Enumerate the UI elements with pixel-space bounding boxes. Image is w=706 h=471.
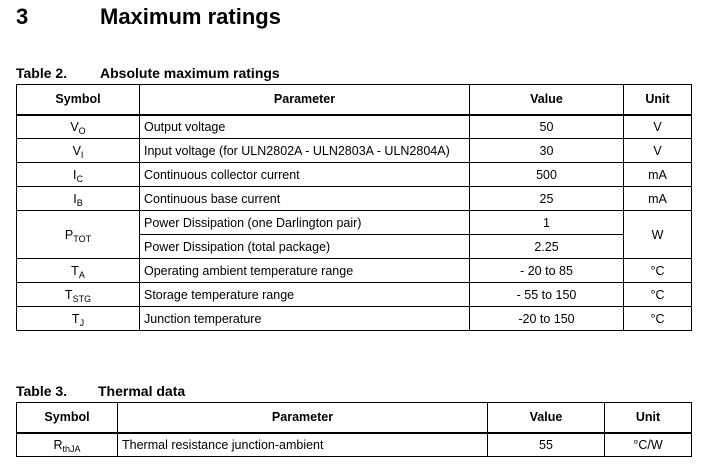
section-number: 3 [16, 4, 29, 29]
header-symbol: Symbol [17, 85, 140, 115]
header-parameter: Parameter [118, 403, 488, 433]
parameter-cell: Output voltage [140, 115, 470, 139]
header-parameter: Parameter [140, 85, 470, 115]
table-row [17, 139, 692, 163]
value-cell: 500 [470, 163, 624, 187]
table-header-row [17, 85, 692, 115]
unit-cell: V [624, 115, 692, 139]
value-cell: 30 [470, 139, 624, 163]
header-symbol: Symbol [17, 403, 118, 433]
table2-title: Absolute maximum ratings [100, 65, 280, 81]
table-row [17, 433, 692, 457]
header-unit: Unit [624, 85, 692, 115]
parameter-cell: Thermal resistance junction-ambient [118, 433, 488, 457]
section-title: Maximum ratings [100, 4, 281, 29]
symbol-cell: $V_O$ [17, 115, 140, 139]
parameter-cell: Junction temperature [140, 307, 470, 331]
table-row [17, 259, 692, 283]
absolute-maximum-ratings-table [16, 84, 692, 331]
symbol-cell: $T_A$ [17, 259, 140, 283]
unit-cell: V [624, 139, 692, 163]
table3-title: Thermal data [98, 383, 186, 399]
value-cell: 2.25 [470, 235, 624, 259]
value-cell: 55 [488, 433, 605, 457]
parameter-cell: Power Dissipation (one Darlington pair) [140, 211, 470, 235]
parameter-cell: Operating ambient temperature range [140, 259, 470, 283]
thermal-data-table [16, 402, 692, 457]
unit-cell: W [624, 211, 692, 259]
value-cell: 1 [470, 211, 624, 235]
parameter-cell: Continuous base current [140, 187, 470, 211]
symbol-cell: $V_I$ [17, 139, 140, 163]
table2-label: Table 2. [16, 65, 68, 81]
unit-cell: °C/W [605, 433, 692, 457]
value-cell: -20 to 150 [470, 307, 624, 331]
symbol-cell: $R_{thJA}$ [17, 433, 118, 457]
value-cell: - 55 to 150 [470, 283, 624, 307]
table3-caption [16, 383, 186, 399]
table-row [17, 115, 692, 139]
table-header-row [17, 403, 692, 433]
header-unit: Unit [605, 403, 692, 433]
symbol-cell: $I_C$ [17, 163, 140, 187]
value-cell: 25 [470, 187, 624, 211]
value-cell: - 20 to 85 [470, 259, 624, 283]
header-value: Value [470, 85, 624, 115]
table3-label: Table 3. [16, 383, 68, 399]
parameter-cell: Input voltage (for ULN2802A - ULN2803A - ULN2804A) [140, 139, 470, 163]
value-cell: 50 [470, 115, 624, 139]
unit-cell: mA [624, 163, 692, 187]
unit-cell: °C [624, 307, 692, 331]
header-value: Value [488, 403, 605, 433]
table-row [17, 163, 692, 187]
symbol-cell: $T_{STG}$ [17, 283, 140, 307]
table2-caption [16, 65, 280, 81]
table-row [17, 307, 692, 331]
symbol-cell: $T_J$ [17, 307, 140, 331]
table-row [17, 211, 692, 235]
unit-cell: mA [624, 187, 692, 211]
unit-cell: °C [624, 283, 692, 307]
symbol-cell: $P_{TOT}$ [17, 211, 140, 259]
symbol-cell: $I_B$ [17, 187, 140, 211]
parameter-cell: Continuous collector current [140, 163, 470, 187]
parameter-cell: Storage temperature range [140, 283, 470, 307]
table-row [17, 187, 692, 211]
unit-cell: °C [624, 259, 692, 283]
parameter-cell: Power Dissipation (total package) [140, 235, 470, 259]
table-row [17, 283, 692, 307]
